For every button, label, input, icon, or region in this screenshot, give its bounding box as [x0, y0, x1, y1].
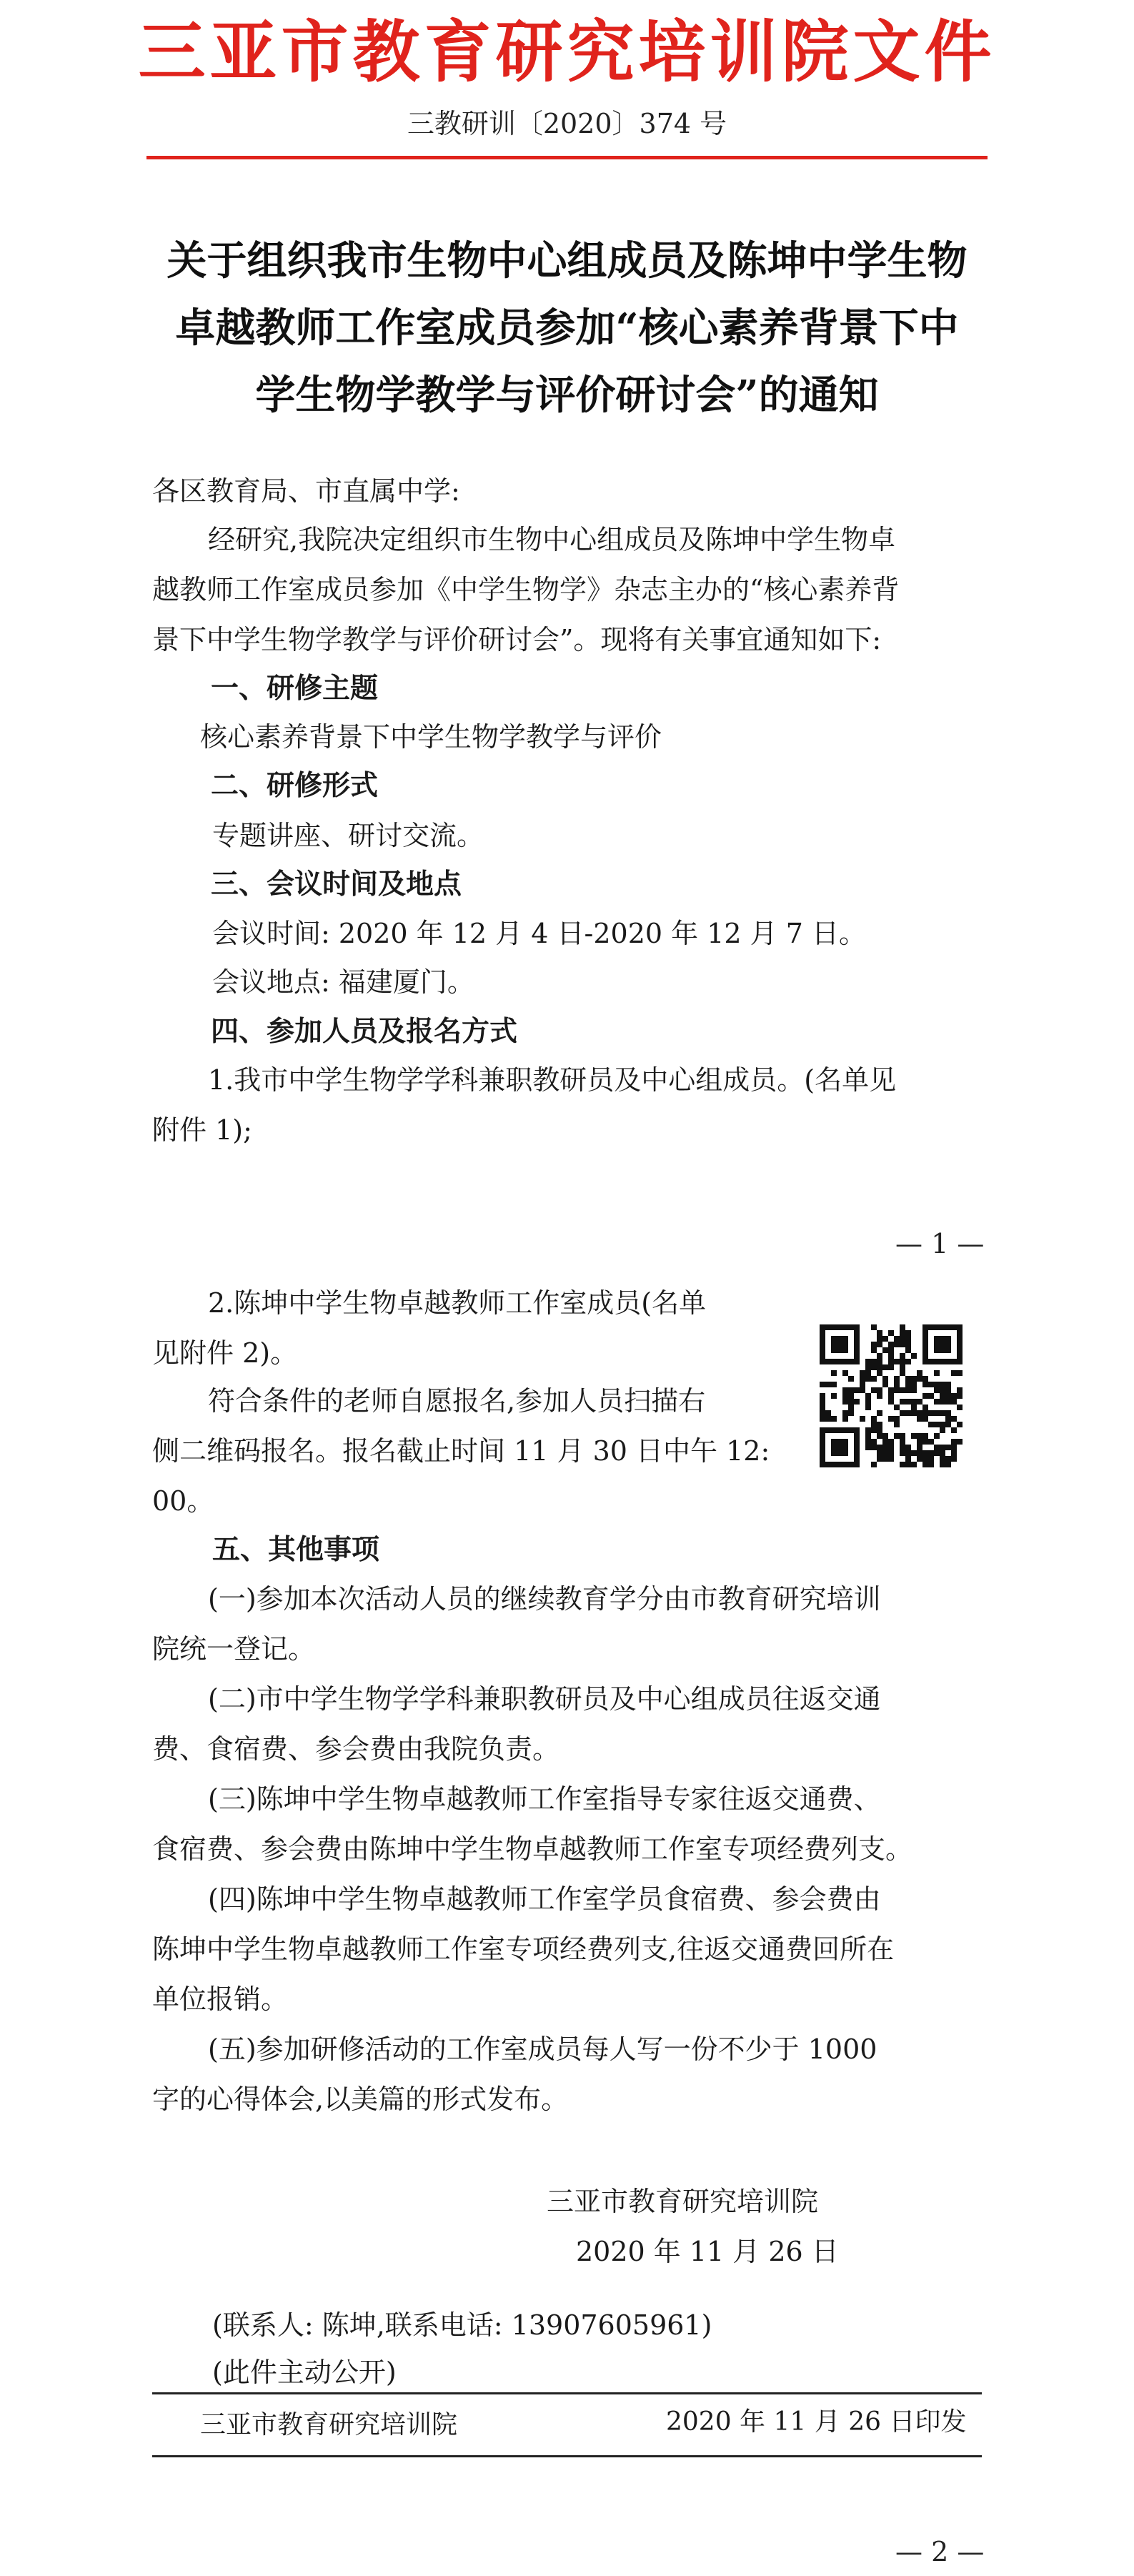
other-item [152, 1774, 995, 1874]
page-number: — 1 — [895, 1228, 985, 1259]
item-line: 见附件 2)。 [152, 1337, 298, 1369]
participants-item-1 [152, 1055, 896, 1155]
intro-line: 越教师工作室成员参加《中学生物学》杂志主办的“核心素养背 [152, 574, 900, 605]
footer-org: 三亚市教育研究培训院 [200, 2410, 458, 2439]
notice-title-line: 卓越教师工作室成员参加“核心素养背景下中 [175, 304, 959, 352]
page-number: — 2 — [895, 2536, 985, 2567]
qr-code-icon[interactable] [820, 1324, 963, 1467]
item-line: (二)市中学生物学学科兼职教研员及中心组成员往返交通 [208, 1683, 881, 1715]
signature-org: 三亚市教育研究培训院 [547, 2186, 819, 2217]
notice-title-line: 学生物学教学与评价研讨会”的通知 [255, 372, 879, 419]
section-text: 核心素养背景下中学生物学教学与评价 [200, 721, 662, 753]
item-line: 附件 1); [152, 1114, 252, 1146]
signup-line: 符合条件的老师自愿报名,参加人员扫描右 [208, 1385, 706, 1417]
section-text: 专题讲座、研讨交流。 [212, 820, 484, 851]
section-heading: 三、会议时间及地点 [211, 868, 462, 901]
header-red-rule [146, 156, 988, 159]
intro-line: 景下中学生物学教学与评价研讨会”。现将有关事宜通知如下: [152, 624, 882, 655]
item-line: 陈坤中学生物卓越教师工作室专项经费列支,往返交通费回所在 [152, 1933, 895, 1965]
meeting-place: 会议地点: 福建厦门。 [212, 966, 474, 998]
item-line: (五)参加研修活动的工作室成员每人写一份不少于 1000 [208, 2033, 877, 2065]
other-item [152, 1574, 995, 1674]
notice-title-line: 关于组织我市生物中心组成员及陈坤中学生物 [166, 237, 968, 284]
footer-rule-bottom [152, 2455, 982, 2457]
document-header-title: 三亚市教育研究培训院文件 [138, 13, 996, 91]
intro-line: 经研究,我院决定组织市生物中心组成员及陈坤中学生物卓 [208, 524, 896, 555]
item-line: 费、食宿费、参会费由我院负责。 [152, 1733, 560, 1765]
item-line: (一)参加本次活动人员的继续教育学分由市教育研究培训 [208, 1583, 881, 1615]
section-heading: 四、参加人员及报名方式 [211, 1015, 518, 1048]
item-line: 字的心得体会,以美篇的形式发布。 [152, 2084, 569, 2115]
section-heading: 二、研修形式 [211, 769, 379, 802]
other-item [152, 1674, 995, 1774]
signup-paragraph [152, 1376, 770, 1526]
intro-paragraph [152, 515, 899, 665]
footer-print-date: 2020 年 11 月 26 日印发 [666, 2407, 967, 2437]
participants-item-2 [152, 1278, 706, 1378]
item-line: 1.我市中学生物学学科兼职教研员及中心组成员。(名单见 [208, 1064, 897, 1096]
item-line: 院统一登记。 [152, 1633, 316, 1665]
other-items [152, 1574, 995, 2124]
item-line: 单位报销。 [152, 1983, 289, 2015]
section-heading: 五、其他事项 [212, 1533, 380, 1566]
contact-info: (联系人: 陈坤,联系电话: 13907605961) [212, 2309, 712, 2341]
other-item [152, 2024, 995, 2124]
signature-date: 2020 年 11 月 26 日 [576, 2236, 839, 2267]
item-line: (四)陈坤中学生物卓越教师工作室学员食宿费、参会费由 [208, 1883, 881, 1915]
item-line: 食宿费、参会费由陈坤中学生物卓越教师工作室专项经费列支。 [152, 1833, 913, 1865]
salutation: 各区教育局、市直属中学: [152, 475, 460, 507]
footer-rule-top [152, 2392, 982, 2394]
item-line: (三)陈坤中学生物卓越教师工作室指导专家往返交通费、 [208, 1783, 881, 1815]
signup-line: 侧二维码报名。报名截止时间 11 月 30 日中午 12: [152, 1435, 770, 1467]
notice-title [129, 227, 1005, 429]
meeting-time: 会议时间: 2020 年 12 月 4 日-2020 年 12 月 7 日。 [212, 918, 866, 949]
disclosure-note: (此件主动公开) [212, 2357, 397, 2388]
section-heading: 一、研修主题 [211, 672, 379, 705]
item-line: 2.陈坤中学生物卓越教师工作室成员(名单 [208, 1287, 707, 1319]
signup-line: 00。 [152, 1485, 214, 1517]
other-item [152, 1874, 995, 2024]
document-number: 三教研训〔2020〕374 号 [407, 108, 727, 139]
